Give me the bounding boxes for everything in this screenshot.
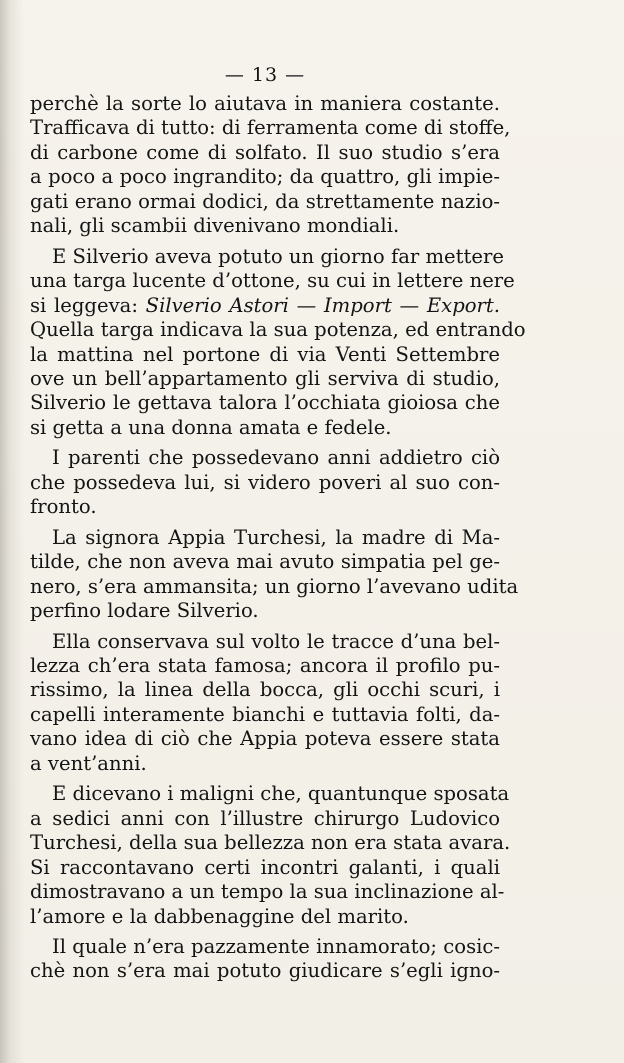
text-line bbox=[30, 807, 500, 831]
line-text: una targa lucente d’ottone, su cui in lettere nere bbox=[30, 269, 515, 293]
line-text: E dicevano i maligni che, quantunque sposata bbox=[52, 782, 510, 806]
text-line bbox=[30, 782, 510, 806]
line-text: capelli interamente bianchi e tuttavia folti, da- bbox=[30, 702, 500, 726]
text-line bbox=[30, 495, 500, 519]
line-text: chè non s’era mai potuto giudicare s’egli igno- bbox=[30, 959, 500, 983]
paragraph bbox=[30, 525, 519, 624]
text-line bbox=[30, 92, 500, 116]
line-text: Silverio le gettava talora l’occhiata gioiosa che bbox=[30, 391, 500, 415]
text-line bbox=[30, 727, 500, 751]
text-line bbox=[30, 703, 500, 727]
text-line bbox=[30, 294, 500, 318]
line-text: si leggeva: bbox=[30, 293, 138, 317]
text-line bbox=[30, 880, 505, 904]
text-line bbox=[30, 905, 500, 929]
line-text: a poco a poco ingrandito; da quattro, gli impie- bbox=[30, 165, 500, 189]
paragraph bbox=[30, 244, 526, 441]
line-text: di carbone come di solfato. Il suo studio s’era bbox=[30, 140, 500, 164]
line-text: perfino lodare Silverio. bbox=[30, 599, 259, 623]
text-line bbox=[30, 831, 511, 855]
line-text: Ella conservava sul volto le tracce d’una bel- bbox=[52, 629, 500, 653]
text-line bbox=[30, 318, 526, 342]
body-text bbox=[30, 92, 526, 984]
line-text: la mattina nel portone di via Venti Settembre bbox=[30, 342, 500, 366]
line-text: Si raccontavano certi incontri galanti, i quali bbox=[30, 855, 500, 879]
text-line bbox=[30, 935, 500, 959]
text-line bbox=[30, 654, 500, 678]
text-line bbox=[30, 959, 500, 983]
paragraph bbox=[30, 630, 500, 777]
text-line bbox=[30, 190, 500, 214]
line-text: ove un bell’appartamento gli serviva di studio, bbox=[30, 366, 500, 390]
line-text: gati erano ormai dodici, da strettamente nazio- bbox=[30, 189, 500, 213]
line-text: si getta a una donna amata e fedele. bbox=[30, 415, 392, 439]
line-text: perchè la sorte lo aiutava in maniera costante. bbox=[30, 92, 500, 115]
line-text: Trafficava di tutto: di ferramenta come di stoffe, bbox=[30, 116, 511, 140]
text-line bbox=[30, 269, 515, 293]
line-text: a sedici anni con l’illustre chirurgo Ludovico bbox=[30, 806, 500, 830]
line-text: a vent’anni. bbox=[30, 751, 147, 775]
text-line bbox=[30, 116, 511, 140]
line-text: nali, gli scambii divenivano mondiali. bbox=[30, 214, 400, 238]
text-line bbox=[30, 244, 504, 269]
text-line bbox=[30, 446, 500, 470]
line-text: fronto. bbox=[30, 495, 97, 519]
text-line bbox=[30, 391, 500, 415]
line-text: La signora Appia Turchesi, la madre di Ma- bbox=[52, 525, 500, 549]
text-line bbox=[30, 214, 500, 238]
line-text: I parenti che possedevano anni addietro ciò bbox=[52, 446, 500, 470]
line-text: tilde, che non aveva mai avuto simpatia pel ge- bbox=[30, 550, 500, 574]
text-line bbox=[30, 630, 500, 654]
line-text: E Silverio aveva potuto un giorno far mettere bbox=[52, 244, 504, 268]
line-text: che possedeva lui, si videro poveri al suo con- bbox=[30, 470, 500, 494]
line-text: nero, s’era ammansita; un giorno l’avevano udita bbox=[30, 574, 519, 598]
line-text: rissimo, la linea della bocca, gli occhi scuri, i bbox=[30, 678, 500, 702]
text-line bbox=[30, 343, 500, 367]
line-text: Turchesi, della sua bellezza non era stata avara. bbox=[30, 831, 511, 855]
text-line bbox=[30, 367, 500, 391]
paragraph bbox=[30, 935, 500, 984]
line-text: Quella targa indicava la sua potenza, ed entrando bbox=[30, 318, 526, 342]
line-text: lezza ch’era stata famosa; ancora il profilo pu- bbox=[30, 653, 500, 677]
paragraph bbox=[30, 446, 500, 519]
page-number: — 13 — bbox=[224, 64, 306, 86]
text-line bbox=[30, 416, 500, 440]
line-italic-text: Silverio Astori — Import — Export. bbox=[145, 293, 501, 317]
text-line bbox=[30, 574, 519, 599]
line-text: vano idea di ciò che Appia poteva essere stata bbox=[30, 727, 500, 751]
text-line bbox=[30, 550, 500, 574]
text-line bbox=[30, 599, 500, 623]
line-text: dimostravano a un tempo la sua inclinazione al- bbox=[30, 880, 505, 904]
text-line bbox=[30, 752, 500, 776]
text-line bbox=[30, 856, 500, 880]
text-line bbox=[30, 526, 500, 550]
line-text: Il quale n’era pazzamente innamorato; cosic- bbox=[52, 934, 500, 958]
paragraph bbox=[30, 92, 511, 239]
text-line bbox=[30, 471, 500, 495]
line-text: l’amore e la dabbenaggine del marito. bbox=[30, 904, 409, 928]
text-line bbox=[30, 141, 500, 165]
text-line bbox=[30, 165, 500, 189]
text-line bbox=[30, 678, 500, 702]
paragraph bbox=[30, 782, 511, 929]
